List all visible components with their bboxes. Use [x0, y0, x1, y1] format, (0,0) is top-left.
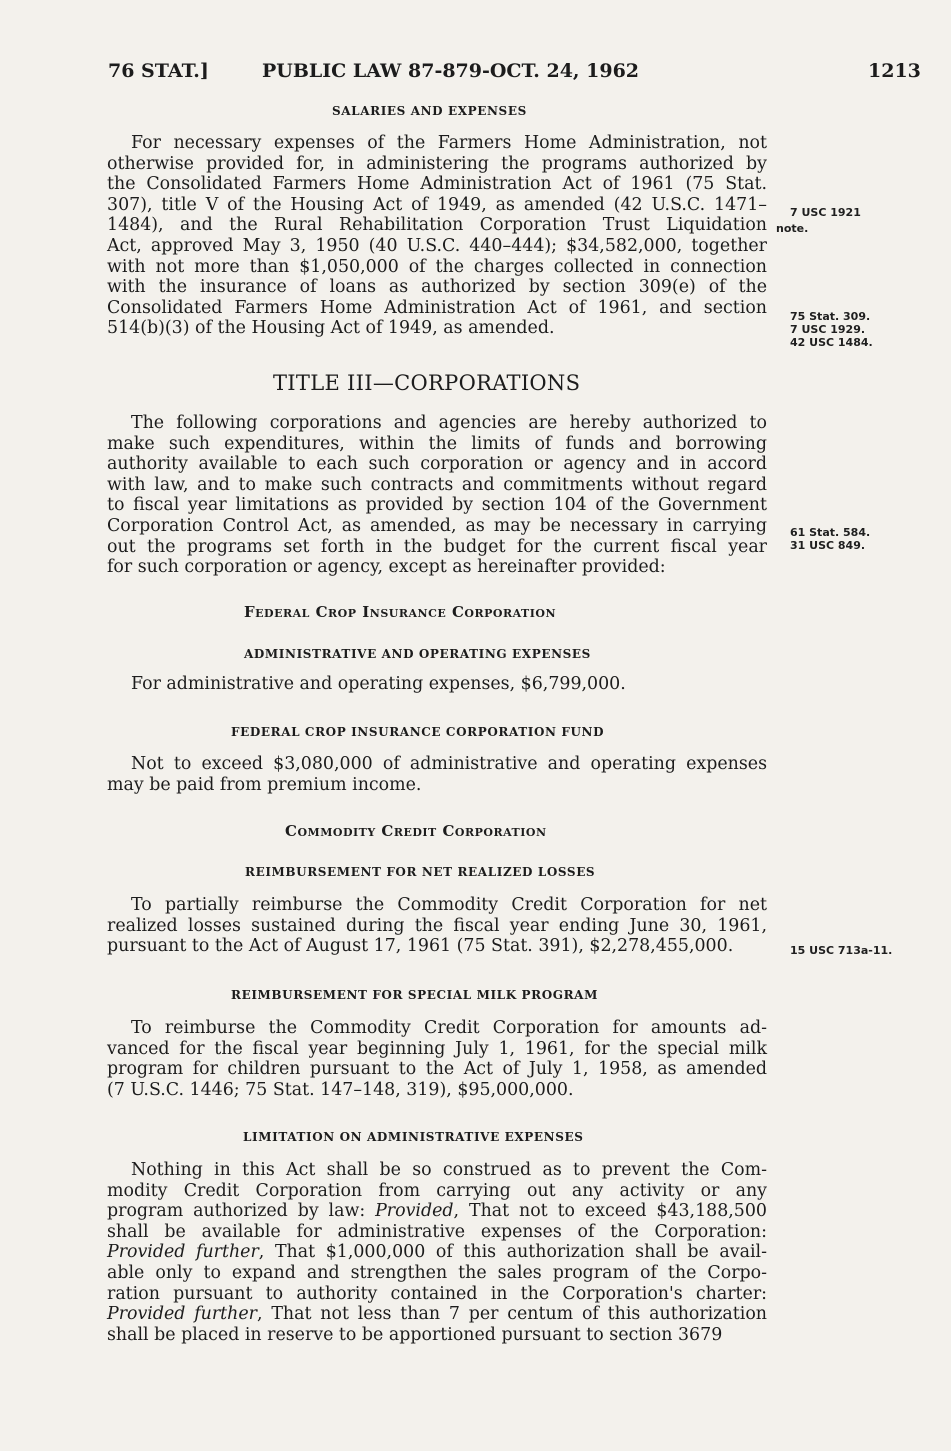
text-line: Provided further, That $1,000,000 of this authorization shall be avail- — [107, 1242, 767, 1263]
margin-note-15usc713 — [790, 944, 892, 957]
ccc-heading: Commodity Credit Corporation — [285, 822, 547, 840]
text-line: ration pursuant to authority contained in the Corporation's charter: — [107, 1283, 767, 1304]
reimbursement-paragraph — [107, 895, 767, 957]
text-line: Act, approved May 3, 1950 (40 U.S.C. 440–444); $34,582,000, together — [107, 235, 767, 256]
fcic-fund-heading: FEDERAL CROP INSURANCE CORPORATION FUND — [231, 725, 605, 739]
salaries-heading: SALARIES AND EXPENSES — [332, 104, 527, 118]
fcic-fund-paragraph — [107, 754, 767, 795]
text-line: modity Credit Corporation from carrying out any activity or any — [107, 1180, 767, 1201]
corporations-paragraph — [107, 413, 767, 578]
salaries-paragraph — [107, 133, 767, 339]
text-line: To reimburse the Commodity Credit Corporation for amounts ad- — [131, 1018, 767, 1038]
margin-note-line: 31 USC 849. — [790, 539, 866, 552]
text-line: 514(b)(3) of the Housing Act of 1949, as amended. — [107, 318, 555, 339]
text-line: For administrative and operating expenses, $6,799,000. — [131, 674, 626, 694]
text-line: out the programs set forth in the budget for the current fiscal year — [107, 536, 767, 557]
margin-note-line: 15 USC 713a-11. — [790, 944, 893, 957]
limitation-paragraph — [107, 1160, 767, 1345]
text-line: otherwise provided for, in administering the programs authorized by — [107, 153, 767, 174]
text-line: to fiscal year limitations as provided by section 104 of the Government — [107, 495, 767, 516]
text-line: may be paid from premium income. — [107, 774, 422, 795]
text-line: vanced for the fiscal year beginning July 1, 1961, for the special milk — [107, 1038, 767, 1059]
text-line: make such expenditures, within the limits of funds and borrowing — [107, 433, 767, 454]
text-line: program authorized by law: Provided, That not to exceed $43,188,500 — [107, 1201, 767, 1222]
text-line: 307), title V of the Housing Act of 1949, as amended (42 U.S.C. 1471– — [107, 194, 767, 215]
text-line: shall be placed in reserve to be apportioned pursuant to section 3679 — [107, 1324, 723, 1345]
header-volume: 76 STAT.] — [108, 60, 209, 82]
limitation-heading: LIMITATION ON ADMINISTRATIVE EXPENSES — [243, 1130, 584, 1144]
milk-program-paragraph — [107, 1018, 767, 1100]
text-line: authority available to each such corporation or agency and in accord — [107, 454, 767, 475]
text-line: for such corporation or agency, except as hereinafter provided: — [107, 557, 666, 578]
text-line: able only to expand and strengthen the sales program of the Corpo- — [107, 1262, 767, 1283]
margin-note-7usc1921 — [790, 206, 861, 219]
margin-note-61stat584 — [790, 526, 870, 552]
header-title: PUBLIC LAW 87-879-OCT. 24, 1962 — [262, 60, 640, 82]
text-line: Nothing in this Act shall be so construed as to prevent the Com- — [131, 1160, 767, 1180]
text-line: Consolidated Farmers Home Administration Act of 1961, and section — [107, 297, 767, 318]
margin-note-line: note. — [776, 222, 809, 235]
text-line: 1484), and the Rural Rehabilitation Corporation Trust Liquidation — [107, 215, 767, 236]
margin-note-75stat309 — [790, 310, 873, 349]
text-line: (7 U.S.C. 1446; 75 Stat. 147–148, 319), $95,000,000. — [107, 1079, 574, 1100]
text-line: Provided further, That not less than 7 per centum of this authorization — [107, 1304, 768, 1325]
text-line: with not more than $1,050,000 of the charges collected in connection — [107, 256, 767, 277]
milk-program-heading: REIMBURSEMENT FOR SPECIAL MILK PROGRAM — [231, 988, 598, 1002]
text-line: program for children pursuant to the Act of July 1, 1958, as amended — [107, 1059, 767, 1080]
text-line: To partially reimburse the Commodity Credit Corporation for net — [131, 895, 767, 915]
text-line: shall be available for administrative expenses of the Corporation: — [107, 1221, 767, 1242]
page-number: 1213 — [868, 60, 921, 82]
text-line: the Consolidated Farmers Home Administration Act of 1961 (75 Stat. — [107, 174, 767, 195]
title-iii-heading: TITLE III—CORPORATIONS — [273, 371, 581, 395]
margin-note-line: 7 USC 1921 — [790, 206, 861, 219]
fcic-heading: Federal Crop Insurance Corporation — [244, 603, 557, 621]
admin-expenses-heading: ADMINISTRATIVE AND OPERATING EXPENSES — [244, 647, 591, 661]
admin-expenses-paragraph — [107, 674, 667, 695]
margin-note-line: 7 USC 1929. — [790, 323, 866, 336]
text-line: realized losses sustained during the fiscal year ending June 30, 1961, — [107, 915, 767, 936]
text-line: Not to exceed $3,080,000 of administrative and operating expenses — [131, 754, 767, 774]
text-line: with law, and to make such contracts and commitments without regard — [107, 474, 767, 495]
text-line: with the insurance of loans as authorized by section 309(e) of the — [107, 277, 767, 298]
text-line: pursuant to the Act of August 17, 1961 (75 Stat. 391), $2,278,455,000. — [107, 936, 734, 957]
text-line: The following corporations and agencies are hereby authorized to — [131, 413, 767, 433]
margin-note-note — [776, 222, 808, 235]
margin-note-line: 75 Stat. 309. — [790, 310, 871, 323]
text-line: Corporation Control Act, as amended, as may be necessary in carrying — [107, 515, 767, 536]
text-line: For necessary expenses of the Farmers Home Administration, not — [131, 133, 767, 153]
margin-note-line: 42 USC 1484. — [790, 336, 873, 349]
margin-note-line: 61 Stat. 584. — [790, 526, 871, 539]
reimbursement-heading: REIMBURSEMENT FOR NET REALIZED LOSSES — [245, 865, 596, 879]
